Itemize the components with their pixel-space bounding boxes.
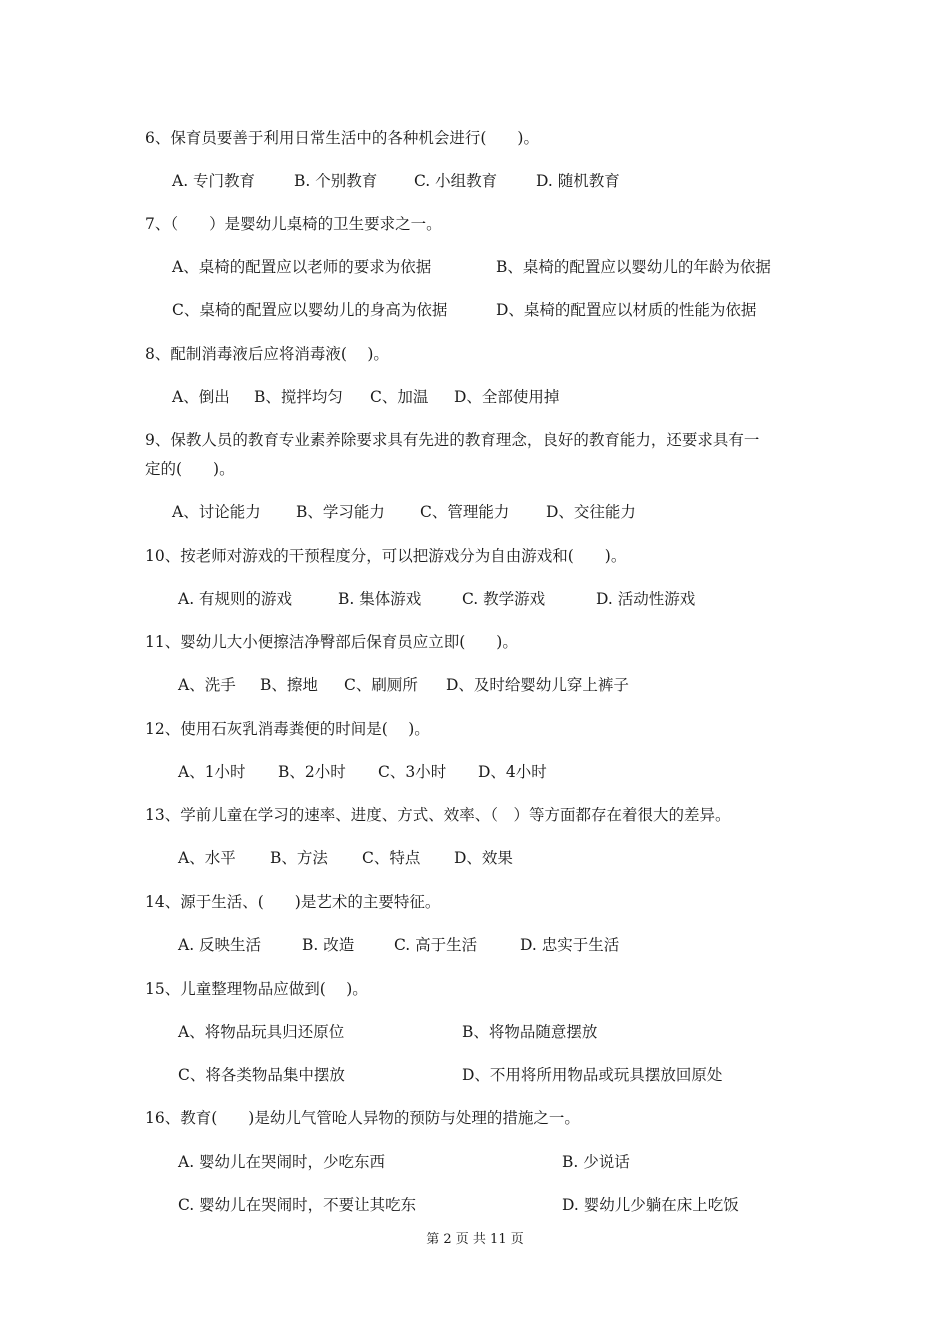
page-footer: 第 2 页 共 11 页 <box>426 1232 524 1247</box>
option: D、桌椅的配置应以材质的性能为依据 <box>496 301 757 319</box>
option: D. 随机教育 <box>536 172 620 190</box>
option: C、加温 <box>370 388 429 406</box>
question-11: 11、婴幼儿大小便擦洁净臀部后保育员应立即( )。 <box>145 633 518 651</box>
option: B. 少说话 <box>562 1153 630 1171</box>
option: A、将物品玩具归还原位 <box>178 1023 345 1041</box>
option: D. 忠实于生活 <box>520 936 620 954</box>
option: D、效果 <box>454 849 513 867</box>
option: C、将各类物品集中摆放 <box>178 1066 345 1084</box>
option: D、4小时 <box>478 763 547 781</box>
option: D、不用将所用物品或玩具摆放回原处 <box>462 1066 723 1084</box>
question-8: 8、配制消毒液后应将消毒液( )。 <box>145 345 389 363</box>
option: C、刷厕所 <box>344 676 418 694</box>
option: D. 婴幼儿少躺在床上吃饭 <box>562 1196 739 1214</box>
option: C. 教学游戏 <box>462 590 546 608</box>
option: A、洗手 <box>178 676 236 694</box>
question-13: 13、学前儿童在学习的速率、进度、方式、效率、（ ）等方面都存在着很大的差异。 <box>145 806 731 824</box>
option: C. 婴幼儿在哭闹时，不要让其吃东 <box>178 1196 417 1214</box>
question-14: 14、源于生活、( )是艺术的主要特征。 <box>145 893 441 911</box>
option: B. 集体游戏 <box>338 590 422 608</box>
option: B. 改造 <box>302 936 355 954</box>
question-6: 6、保育员要善于利用日常生活中的各种机会进行( )。 <box>145 129 539 147</box>
option: A. 反映生活 <box>178 936 262 954</box>
question-12: 12、使用石灰乳消毒粪便的时间是( )。 <box>145 720 430 738</box>
option: A. 专门教育 <box>172 172 256 190</box>
option: A. 婴幼儿在哭闹时，少吃东西 <box>178 1153 386 1171</box>
option: B、搅拌均匀 <box>254 388 343 406</box>
question-9: 9、保教人员的教育专业素养除要求具有先进的教育理念，良好的教育能力，还要求具有一 <box>145 431 760 449</box>
question-15: 15、儿童整理物品应做到( )。 <box>145 980 368 998</box>
option: A、讨论能力 <box>172 503 261 521</box>
option: A. 有规则的游戏 <box>178 590 293 608</box>
option: B、擦地 <box>260 676 318 694</box>
option: B、方法 <box>270 849 328 867</box>
option: B. 个别教育 <box>294 172 378 190</box>
option: C、管理能力 <box>420 503 510 521</box>
question-7: 7、（ ）是婴幼儿桌椅的卫生要求之一。 <box>145 215 442 233</box>
question-16: 16、教育( )是幼儿气管呛人异物的预防与处理的措施之一。 <box>145 1109 580 1127</box>
option: A、水平 <box>178 849 236 867</box>
option: D、全部使用掉 <box>454 388 560 406</box>
question-10: 10、按老师对游戏的干预程度分，可以把游戏分为自由游戏和( )。 <box>145 547 627 565</box>
question-9-cont: 定的( )。 <box>145 460 235 478</box>
option: B、桌椅的配置应以婴幼儿的年龄为依据 <box>496 258 771 276</box>
option: C. 高于生活 <box>394 936 478 954</box>
option: B、将物品随意摆放 <box>462 1023 598 1041</box>
option: C、特点 <box>362 849 421 867</box>
option: A、1小时 <box>178 763 246 781</box>
option: C. 小组教育 <box>414 172 498 190</box>
option: B、2小时 <box>278 763 346 781</box>
option: D、及时给婴幼儿穿上裤子 <box>446 676 629 694</box>
option: D. 活动性游戏 <box>596 590 696 608</box>
option: A、桌椅的配置应以老师的要求为依据 <box>172 258 432 276</box>
option: B、学习能力 <box>296 503 385 521</box>
option: D、交往能力 <box>546 503 636 521</box>
option: C、3小时 <box>378 763 447 781</box>
option: C、桌椅的配置应以婴幼儿的身高为依据 <box>172 301 448 319</box>
option: A、倒出 <box>172 388 230 406</box>
